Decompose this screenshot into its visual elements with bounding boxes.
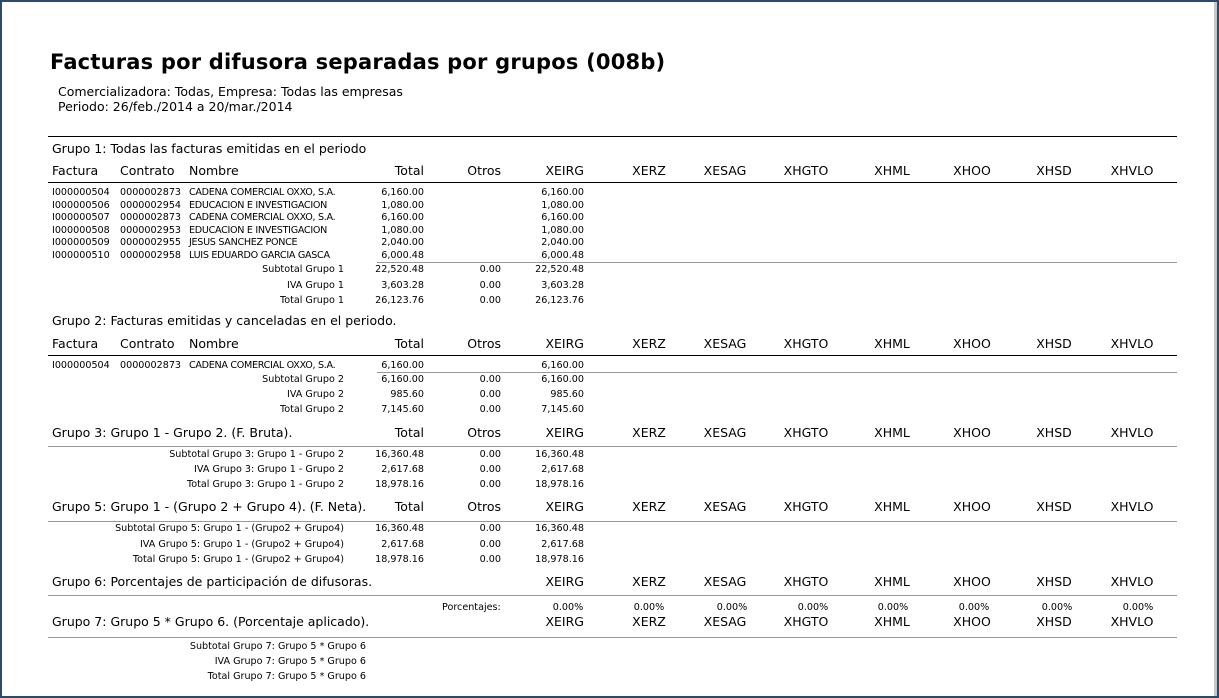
column-header-xhgto: XHGTO bbox=[783, 336, 829, 351]
group-title: Grupo 7: Grupo 5 * Grupo 6. (Porcentaje aplicado). bbox=[52, 614, 370, 629]
client-name: CADENA COMERCIAL OXXO, S.A. bbox=[189, 187, 336, 198]
invoice-number: I000000506 bbox=[52, 199, 110, 211]
row-xeirg: 6,160.00 bbox=[541, 212, 584, 224]
otros-value: 0.00 bbox=[479, 538, 501, 550]
invoice-number: I000000509 bbox=[52, 237, 110, 249]
total-value: 16,360.48 bbox=[375, 449, 424, 460]
column-header-xesag: XESAG bbox=[703, 574, 747, 589]
divider bbox=[48, 637, 1177, 638]
xeirg-value: 6,160.00 bbox=[541, 374, 584, 385]
row-total: 2,040.00 bbox=[381, 237, 424, 249]
divider bbox=[48, 355, 1177, 356]
xeirg-value: 16,360.48 bbox=[535, 449, 584, 460]
column-header-xeirg: XEIRG bbox=[545, 425, 584, 440]
row-total: 6,000.48 bbox=[381, 250, 424, 261]
otros-value: 0.00 bbox=[479, 295, 501, 306]
row-xeirg: 2,040.00 bbox=[541, 237, 584, 249]
column-header-total: Total bbox=[394, 336, 424, 351]
column-header-xhgto: XHGTO bbox=[783, 499, 829, 514]
column-header-nombre: Nombre bbox=[189, 336, 239, 351]
contract-number: 0000002958 bbox=[120, 250, 182, 261]
divider bbox=[48, 595, 1177, 596]
client-name: CADENA COMERCIAL OXXO, S.A. bbox=[189, 360, 336, 371]
column-header-xhvlo: XHVLO bbox=[1110, 163, 1154, 178]
otros-value: 0.00 bbox=[479, 523, 501, 534]
column-header-contrato: Contrato bbox=[120, 163, 175, 178]
divider bbox=[48, 136, 1177, 137]
divider bbox=[48, 446, 1177, 447]
invoice-number: I000000504 bbox=[52, 187, 110, 198]
total-label: IVA Grupo 1 bbox=[287, 279, 344, 291]
column-header-xesag: XESAG bbox=[703, 163, 747, 178]
xeirg-value: 3,603.28 bbox=[541, 279, 584, 291]
column-header-otros: Otros bbox=[467, 336, 501, 351]
column-header-total: Total bbox=[394, 163, 424, 178]
total-label: Subtotal Grupo 2 bbox=[262, 374, 344, 385]
total-label: Subtotal Grupo 1 bbox=[262, 264, 344, 275]
group-title: Grupo 3: Grupo 1 - Grupo 2. (F. Bruta). bbox=[52, 425, 293, 440]
contract-number: 0000002953 bbox=[120, 224, 182, 236]
column-header-xhsd: XHSD bbox=[1036, 614, 1072, 629]
report-filter: Comercializadora: Todas, Empresa: Todas las empresas bbox=[58, 84, 403, 99]
total-label: Total Grupo 5: Grupo 1 - (Grupo2 + Grupo4) bbox=[132, 554, 344, 565]
column-header-xesag: XESAG bbox=[703, 614, 747, 629]
client-name: JESUS SANCHEZ PONCE bbox=[189, 237, 298, 249]
percent-value: 0.00% bbox=[552, 602, 584, 613]
contract-number: 0000002873 bbox=[120, 360, 182, 371]
column-header-xhvlo: XHVLO bbox=[1110, 614, 1154, 629]
column-header-xhvlo: XHVLO bbox=[1110, 499, 1154, 514]
total-label: Total Grupo 7: Grupo 5 * Grupo 6 bbox=[207, 671, 366, 682]
xeirg-value: 22,520.48 bbox=[535, 264, 584, 275]
column-header-xhml: XHML bbox=[874, 163, 910, 178]
column-header-otros: Otros bbox=[467, 163, 501, 178]
total-value: 3,603.28 bbox=[381, 279, 424, 291]
column-header-contrato: Contrato bbox=[120, 336, 175, 351]
otros-value: 0.00 bbox=[479, 389, 501, 400]
xeirg-value: 7,145.60 bbox=[541, 404, 584, 415]
report-period: Periodo: 26/feb./2014 a 20/mar./2014 bbox=[58, 99, 293, 114]
column-header-nombre: Nombre bbox=[189, 163, 239, 178]
otros-value: 0.00 bbox=[479, 554, 501, 565]
group-title: Grupo 6: Porcentajes de participación de difusoras. bbox=[52, 574, 373, 589]
total-label: IVA Grupo 7: Grupo 5 * Grupo 6 bbox=[214, 656, 366, 667]
column-header-xeirg: XEIRG bbox=[545, 163, 584, 178]
contract-number: 0000002873 bbox=[120, 187, 182, 198]
column-header-xhvlo: XHVLO bbox=[1110, 336, 1154, 351]
column-header-xhsd: XHSD bbox=[1036, 499, 1072, 514]
column-header-xhgto: XHGTO bbox=[783, 574, 829, 589]
window-edge bbox=[1214, 2, 1217, 698]
xeirg-value: 2,617.68 bbox=[541, 538, 584, 550]
xeirg-value: 2,617.68 bbox=[541, 464, 584, 475]
column-header-xhgto: XHGTO bbox=[783, 425, 829, 440]
otros-value: 0.00 bbox=[479, 479, 501, 490]
column-header-xerz: XERZ bbox=[632, 425, 666, 440]
column-header-xerz: XERZ bbox=[632, 574, 666, 589]
contract-number: 0000002955 bbox=[120, 237, 182, 249]
row-xeirg: 1,080.00 bbox=[541, 199, 584, 211]
total-value: 26,123.76 bbox=[375, 295, 424, 306]
column-header-xhoo: XHOO bbox=[953, 163, 991, 178]
column-header-xesag: XESAG bbox=[703, 499, 747, 514]
column-header-xhsd: XHSD bbox=[1036, 163, 1072, 178]
row-xeirg: 6,160.00 bbox=[541, 187, 584, 198]
total-label: Total Grupo 3: Grupo 1 - Grupo 2 bbox=[186, 479, 344, 490]
contract-number: 0000002954 bbox=[120, 199, 182, 211]
column-header-xeirg: XEIRG bbox=[545, 574, 584, 589]
column-header-xhoo: XHOO bbox=[953, 614, 991, 629]
total-value: 2,617.68 bbox=[381, 464, 424, 475]
total-value: 18,978.16 bbox=[375, 479, 424, 490]
column-header-xhsd: XHSD bbox=[1036, 574, 1072, 589]
divider bbox=[48, 182, 1177, 183]
otros-value: 0.00 bbox=[479, 264, 501, 275]
column-header-xhml: XHML bbox=[874, 574, 910, 589]
column-header-xerz: XERZ bbox=[632, 163, 666, 178]
percent-value: 0.00% bbox=[633, 602, 665, 613]
column-header-xhsd: XHSD bbox=[1036, 336, 1072, 351]
percent-label: Porcentajes: bbox=[442, 602, 501, 613]
xeirg-value: 985.60 bbox=[550, 389, 584, 400]
column-header-xeirg: XEIRG bbox=[545, 336, 584, 351]
row-xeirg: 1,080.00 bbox=[541, 224, 584, 236]
client-name: LUIS EDUARDO GARCIA GASCA bbox=[189, 250, 330, 261]
otros-value: 0.00 bbox=[479, 464, 501, 475]
total-label: Total Grupo 1 bbox=[279, 295, 344, 306]
total-value: 985.60 bbox=[390, 389, 424, 400]
total-label: Subtotal Grupo 5: Grupo 1 - (Grupo2 + Grupo4) bbox=[115, 523, 344, 534]
percent-value: 0.00% bbox=[797, 602, 829, 613]
divider bbox=[377, 262, 1177, 263]
row-total: 1,080.00 bbox=[381, 199, 424, 211]
client-name: CADENA COMERCIAL OXXO, S.A. bbox=[189, 212, 336, 224]
row-total: 1,080.00 bbox=[381, 224, 424, 236]
percent-value: 0.00% bbox=[877, 602, 909, 613]
otros-value: 0.00 bbox=[479, 404, 501, 415]
group-title: Grupo 5: Grupo 1 - (Grupo 2 + Grupo 4). (F. Neta). bbox=[52, 499, 367, 514]
divider bbox=[48, 521, 1177, 522]
column-header-xerz: XERZ bbox=[632, 499, 666, 514]
invoice-number: I000000504 bbox=[52, 360, 110, 371]
row-xeirg: 6,000.48 bbox=[541, 250, 584, 261]
column-header-xhsd: XHSD bbox=[1036, 425, 1072, 440]
column-header-xerz: XERZ bbox=[632, 614, 666, 629]
contract-number: 0000002873 bbox=[120, 212, 182, 224]
total-value: 22,520.48 bbox=[375, 264, 424, 275]
xeirg-value: 26,123.76 bbox=[535, 295, 584, 306]
client-name: EDUCACION E INVESTIGACION bbox=[189, 224, 327, 236]
total-label: IVA Grupo 2 bbox=[287, 389, 344, 400]
total-value: 6,160.00 bbox=[381, 374, 424, 385]
column-header-xhvlo: XHVLO bbox=[1110, 574, 1154, 589]
column-header-xeirg: XEIRG bbox=[545, 499, 584, 514]
column-header-xhml: XHML bbox=[874, 499, 910, 514]
divider bbox=[377, 372, 1177, 373]
row-total: 6,160.00 bbox=[381, 360, 424, 371]
group-title: Grupo 1: Todas las facturas emitidas en el periodo bbox=[52, 141, 367, 156]
column-header-xhgto: XHGTO bbox=[783, 163, 829, 178]
column-header-otros: Otros bbox=[467, 425, 501, 440]
column-header-factura: Factura bbox=[52, 163, 99, 178]
total-value: 18,978.16 bbox=[375, 554, 424, 565]
column-header-xhoo: XHOO bbox=[953, 425, 991, 440]
report-title: Facturas por difusora separadas por grupos (008b) bbox=[50, 50, 666, 74]
percent-value: 0.00% bbox=[716, 602, 748, 613]
column-header-otros: Otros bbox=[467, 499, 501, 514]
total-label: Subtotal Grupo 3: Grupo 1 - Grupo 2 bbox=[169, 449, 344, 460]
column-header-xhgto: XHGTO bbox=[783, 614, 829, 629]
otros-value: 0.00 bbox=[479, 279, 501, 291]
group-title: Grupo 2: Facturas emitidas y canceladas en el periodo. bbox=[52, 313, 397, 328]
total-label: IVA Grupo 3: Grupo 1 - Grupo 2 bbox=[194, 464, 344, 475]
total-label: Total Grupo 2 bbox=[279, 404, 344, 415]
xeirg-value: 18,978.16 bbox=[535, 479, 584, 490]
column-header-xhoo: XHOO bbox=[953, 574, 991, 589]
column-header-xhoo: XHOO bbox=[953, 336, 991, 351]
invoice-number: I000000508 bbox=[52, 224, 110, 236]
total-value: 2,617.68 bbox=[381, 538, 424, 550]
row-total: 6,160.00 bbox=[381, 212, 424, 224]
total-label: Subtotal Grupo 7: Grupo 5 * Grupo 6 bbox=[189, 641, 366, 652]
xeirg-value: 18,978.16 bbox=[535, 554, 584, 565]
column-header-xhml: XHML bbox=[874, 614, 910, 629]
column-header-xesag: XESAG bbox=[703, 336, 747, 351]
column-header-xhoo: XHOO bbox=[953, 499, 991, 514]
total-value: 16,360.48 bbox=[375, 523, 424, 534]
column-header-total: Total bbox=[394, 425, 424, 440]
total-value: 7,145.60 bbox=[381, 404, 424, 415]
column-header-xeirg: XEIRG bbox=[545, 614, 584, 629]
otros-value: 0.00 bbox=[479, 374, 501, 385]
total-label: IVA Grupo 5: Grupo 1 - (Grupo2 + Grupo4) bbox=[139, 538, 344, 550]
column-header-xhml: XHML bbox=[874, 425, 910, 440]
row-total: 6,160.00 bbox=[381, 187, 424, 198]
percent-value: 0.00% bbox=[958, 602, 990, 613]
percent-value: 0.00% bbox=[1041, 602, 1073, 613]
column-header-xhvlo: XHVLO bbox=[1110, 425, 1154, 440]
invoice-number: I000000510 bbox=[52, 250, 110, 261]
column-header-xesag: XESAG bbox=[703, 425, 747, 440]
otros-value: 0.00 bbox=[479, 449, 501, 460]
client-name: EDUCACION E INVESTIGACION bbox=[189, 199, 327, 211]
percent-value: 0.00% bbox=[1122, 602, 1154, 613]
column-header-xhml: XHML bbox=[874, 336, 910, 351]
column-header-xerz: XERZ bbox=[632, 336, 666, 351]
column-header-total: Total bbox=[394, 499, 424, 514]
column-header-factura: Factura bbox=[52, 336, 99, 351]
invoice-number: I000000507 bbox=[52, 212, 110, 224]
xeirg-value: 16,360.48 bbox=[535, 523, 584, 534]
row-xeirg: 6,160.00 bbox=[541, 360, 584, 371]
